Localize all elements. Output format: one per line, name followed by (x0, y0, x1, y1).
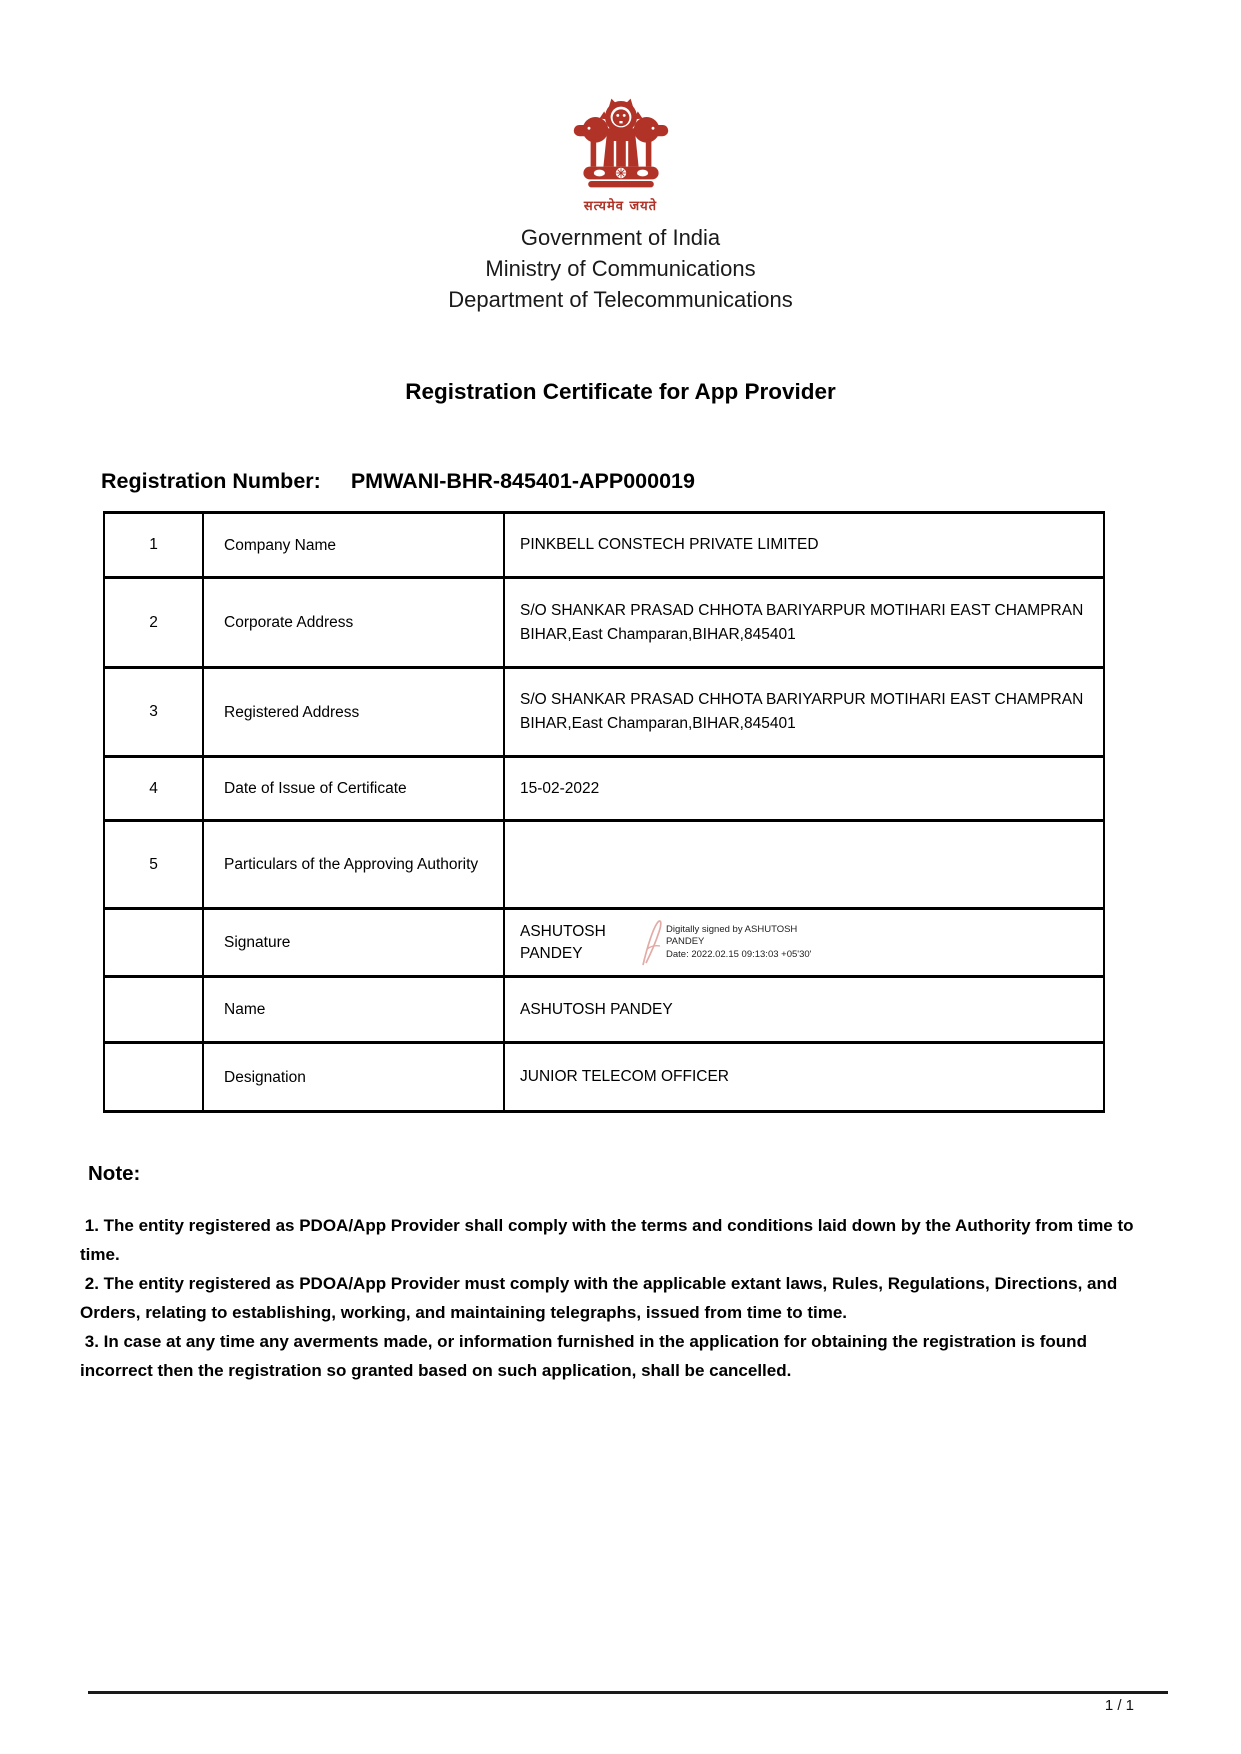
note-heading: Note: (88, 1162, 141, 1185)
row-value: S/O SHANKAR PRASAD CHHOTA BARIYARPUR MOTIHARI EAST CHAMPRAN BIHAR,East Champaran,BIHAR,845401 (504, 668, 1104, 757)
signer-name (520, 921, 624, 965)
row-number: 5 (104, 821, 203, 909)
table-row-company-name (104, 513, 1104, 578)
row-number: 3 (104, 668, 203, 757)
row-number (104, 909, 203, 977)
table-row-designation (104, 1043, 1104, 1112)
signer-name-line1: ASHUTOSH (520, 922, 606, 940)
row-label: Registered Address (203, 668, 504, 757)
digital-signature-date: Date: 2022.02.15 09:13:03 +05'30' (666, 948, 812, 960)
row-value: JUNIOR TELECOM OFFICER (504, 1043, 1104, 1112)
table-row-name (104, 977, 1104, 1043)
note-item-2: 2. The entity registered as PDOA/App Provider must comply with the applicable extant laws, Rules, Regulations, Directions, and Orders, relating to establishing, working, and maintaining telegraphs, issued from time to time. (80, 1274, 1122, 1322)
table-row-signature (104, 909, 1104, 977)
registration-number-line (101, 469, 1241, 494)
note-item-3: 3. In case at any time any averments made, or information furnished in the application for obtaining the registration is found incorrect then the registration so granted based on such application, shall be cancelled. (80, 1332, 1092, 1380)
registration-number-label: Registration Number: (101, 469, 321, 493)
org-line-ministry: Ministry of Communications (485, 256, 756, 281)
digital-signature-line1: Digitally signed by ASHUTOSH (666, 923, 798, 935)
row-label: Designation (203, 1043, 504, 1112)
row-label: Company Name (203, 513, 504, 578)
digital-signature-block (520, 918, 1089, 968)
note-item-1: 1. The entity registered as PDOA/App Provider shall comply with the terms and conditions laid down by the Authority from time to time. (80, 1216, 1139, 1264)
table-row-date-of-issue (104, 757, 1104, 821)
emblem-motto: सत्यमेव जयते (583, 199, 658, 214)
table-row-approving-authority (104, 821, 1104, 909)
row-value: PINKBELL CONSTECH PRIVATE LIMITED (504, 513, 1104, 578)
row-number (104, 1043, 203, 1112)
row-label: Particulars of the Approving Authority (203, 821, 504, 909)
page-title: Registration Certificate for App Provider (405, 379, 836, 404)
row-label: Signature (203, 909, 504, 977)
row-value: S/O SHANKAR PRASAD CHHOTA BARIYARPUR MOTIHARI EAST CHAMPRAN BIHAR,East Champaran,BIHAR,845401 (504, 578, 1104, 668)
table-row-registered-address (104, 668, 1104, 757)
page-number: 1 / 1 (1104, 1697, 1134, 1714)
table-row-corporate-address (104, 578, 1104, 668)
registration-number-value: PMWANI-BHR-845401-APP000019 (350, 469, 695, 493)
lion-capital-icon (569, 95, 673, 195)
org-line-department: Department of Telecommunications (448, 287, 793, 312)
note-items (80, 1211, 1161, 1385)
digital-signature-line2: PANDEY (666, 936, 705, 948)
footer-divider (88, 1691, 1168, 1694)
row-number: 2 (104, 578, 203, 668)
signature-cell (504, 909, 1104, 977)
row-label: Corporate Address (203, 578, 504, 668)
row-value: 15-02-2022 (504, 757, 1104, 821)
row-value: ASHUTOSH PANDEY (504, 977, 1104, 1043)
row-value (504, 821, 1104, 909)
row-label: Date of Issue of Certificate (203, 757, 504, 821)
note-section (80, 1162, 1161, 1385)
signature-flourish-icon (638, 918, 664, 968)
signer-name-line2: PANDEY (520, 944, 583, 962)
government-header-lines (0, 222, 1241, 315)
org-line-government: Government of India (520, 225, 721, 250)
row-number: 1 (104, 513, 203, 578)
row-number: 4 (104, 757, 203, 821)
digital-signature-text (666, 924, 811, 962)
india-state-emblem (569, 95, 673, 214)
certificate-details-table (103, 511, 1105, 1113)
document-header (0, 0, 1241, 315)
row-label: Name (203, 977, 504, 1043)
row-number (104, 977, 203, 1043)
